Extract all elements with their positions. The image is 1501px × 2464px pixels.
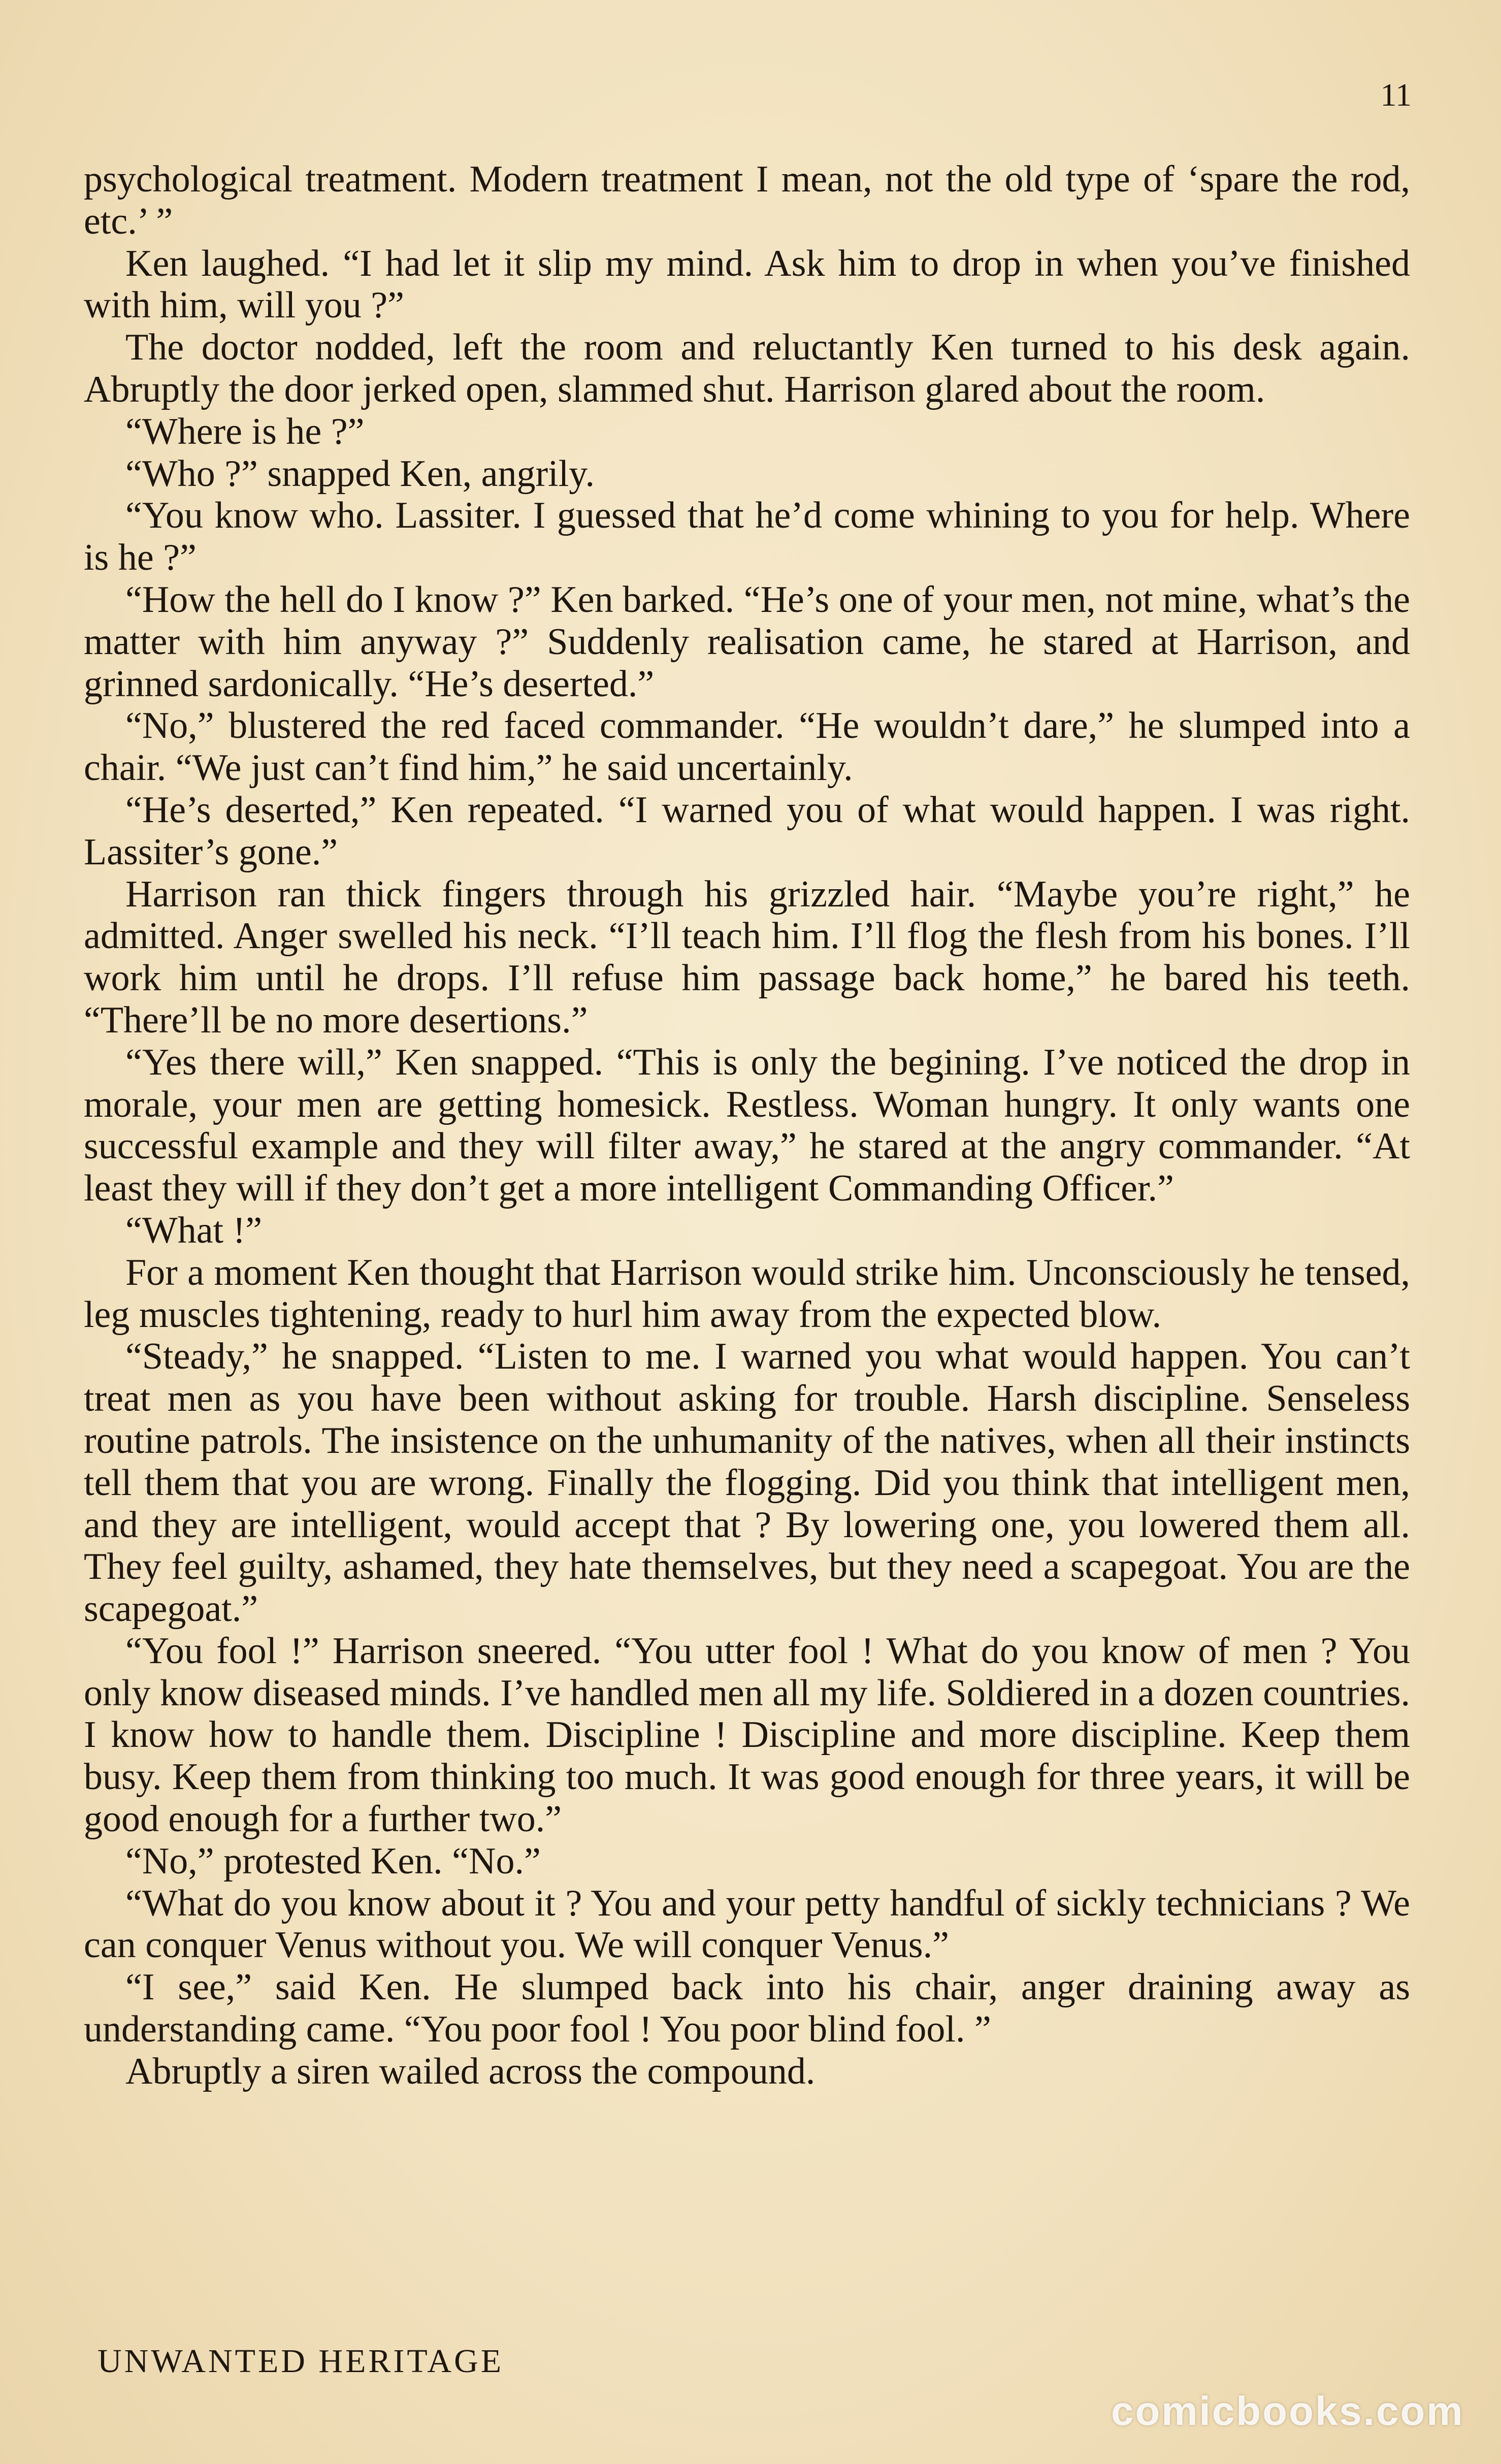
paragraph: “He’s deserted,” Ken repeated. “I warned you of what would happen. I was right. Lassiter’s gone.” [84, 789, 1410, 873]
paragraph: Harrison ran thick fingers through his grizzled hair. “Maybe you’re right,” he admitted. Anger swelled his neck. “I’ll teach him. I’ll flog the flesh from his bones. I’ll work him until he drops. I’ll refuse him passage back home,” he bared his teeth. “There’ll be no more desertions.” [84, 873, 1410, 1041]
paragraph: The doctor nodded, left the room and reluctantly Ken turned to his desk again. Abruptly the door jerked open, slammed shut. Harrison glared about the room. [84, 327, 1410, 410]
paragraph: For a moment Ken thought that Harrison would strike him. Unconsciously he tensed, leg muscles tightening, ready to hurl him away from the expected blow. [84, 1251, 1410, 1336]
paragraph: “No,” protested Ken. “No.” [125, 1840, 541, 1882]
paragraph: Ken laughed. “I had let it slip my mind. Ask him to drop in when you’ve finished with him, will you ?” [84, 242, 1410, 327]
paragraph: “How the hell do I know ?” Ken barked. “He’s one of your men, not mine, what’s the matter with him anyway ?” Suddenly realisation came, he stared at Harrison, and grinned sardonically. “He’s deserted.” [84, 578, 1410, 705]
story-text [84, 158, 1410, 2093]
paragraph: “Where is he ?” [125, 410, 365, 452]
paragraph: “Who ?” snapped Ken, angrily. [125, 452, 595, 495]
paragraph: “No,” blustered the red faced commander. “He wouldn’t dare,” he slumped into a chair. “We just can’t find him,” he said uncertainly. [84, 705, 1410, 789]
paragraph: “What !” [125, 1209, 263, 1251]
page-number: 11 [1380, 77, 1412, 113]
paragraph: “Yes there will,” Ken snapped. “This is only the begining. I’ve noticed the drop in morale, your men are getting homesick. Restless. Woman hungry. It only wants one successful example and they will filter away,” he stared at the angry commander. “At least they will if they don’t get a more intelligent Commanding Officer.” [84, 1041, 1410, 1210]
paragraph: “I see,” said Ken. He slumped back into his chair, anger draining away as understanding came. “You poor fool ! You poor blind fool. ” [84, 1966, 1410, 2051]
site-watermark: comicbooks.com [1111, 2388, 1464, 2434]
paragraph: “What do you know about it ? You and your petty handful of sickly technicians ? We can conquer Venus without you. We will conquer Venus.” [84, 1882, 1410, 1966]
paragraph: “You fool !” Harrison sneered. “You utter fool ! What do you know of men ? You only know diseased minds. I’ve handled men all my life. Soldiered in a dozen countries. I know how to handle them. Discipline ! Discipline and more discipline. Keep them busy. Keep them from thinking too much. It was good enough for three years, it will be good enough for a further two.” [84, 1630, 1410, 1840]
running-footer-title: UNWANTED HERITAGE [97, 2343, 504, 2380]
paragraph: psychological treatment. Modern treatment I mean, not the old type of ‘spare the rod, etc.’ ” [84, 158, 1410, 242]
paragraph: “Steady,” he snapped. “Listen to me. I warned you what would happen. You can’t treat men as you have been without asking for trouble. Harsh discipline. Senseless routine patrols. The insistence on the unhumanity of the natives, when all their instincts tell them that you are wrong. Finally the flogging. Did you think that intelligent men, and they are intelligent, would accept that ? By lowering one, you lowered them all. They feel guilty, ashamed, they hate themselves, but they need a scapegoat. You are the scapegoat.” [84, 1336, 1410, 1630]
paragraph: Abruptly a siren wailed across the compound. [125, 2050, 815, 2092]
paragraph: “You know who. Lassiter. I guessed that he’d come whining to you for help. Where is he ?” [84, 495, 1410, 579]
